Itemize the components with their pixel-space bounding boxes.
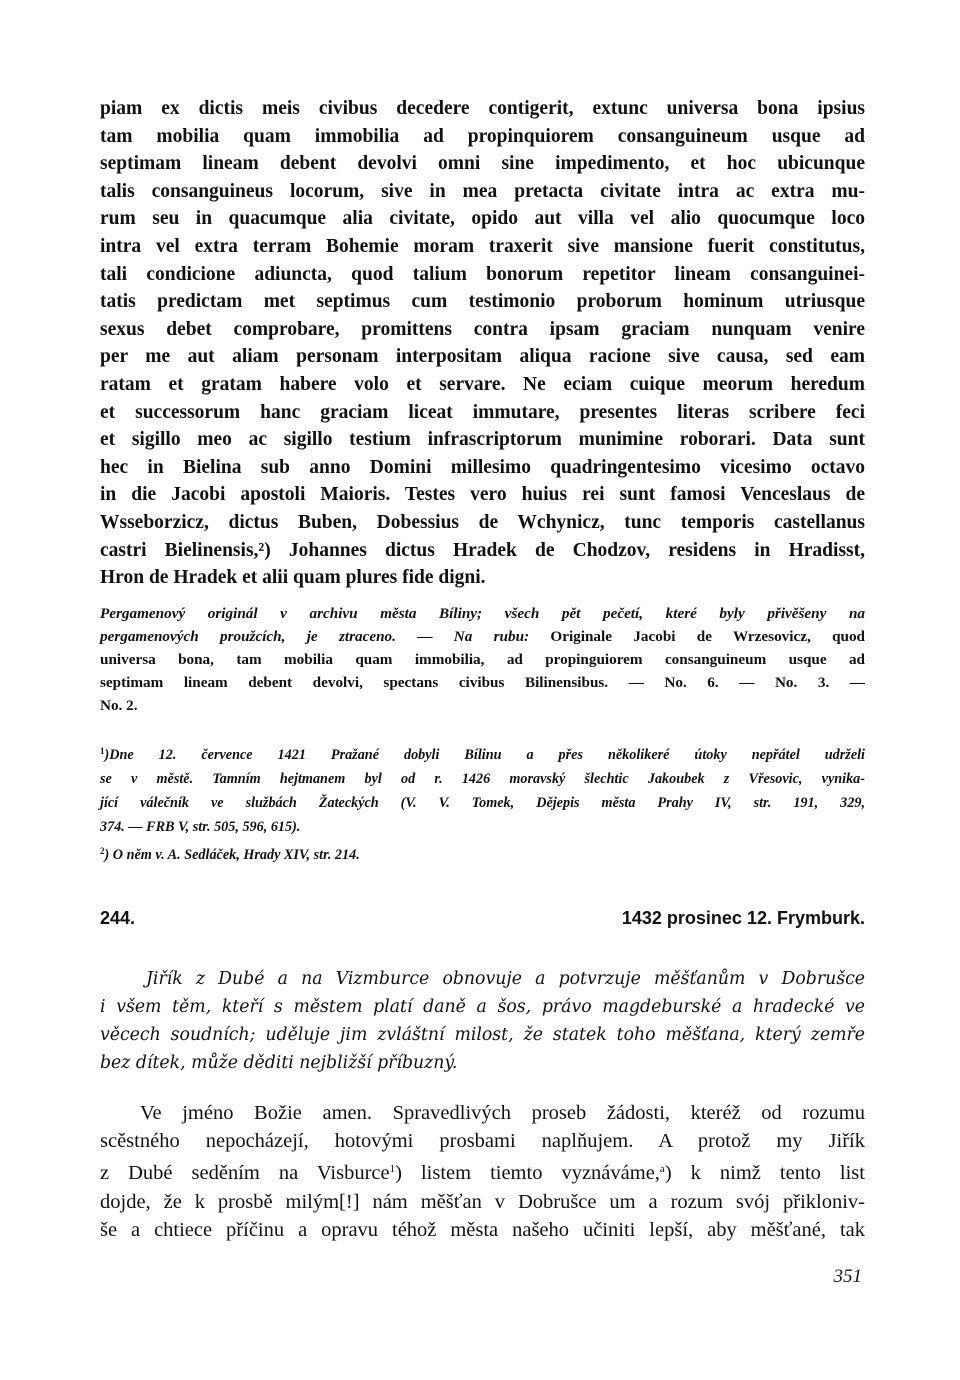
entry-number: 244.: [100, 908, 136, 928]
footnote-1-line: [100, 739, 865, 767]
latin-charter-text: [100, 95, 865, 592]
text-line: piam ex dictis meis civibus decedere contigerit, extunc universa bona ipsius: [100, 98, 865, 119]
text-line: Hron de Hradek et alii quam plures fide digni.: [100, 567, 486, 589]
text-line: scěstného nepocházejí, hotovými prosbami naplňujem. A protož my Jiřík: [100, 1130, 865, 1153]
textual-note-marker: a: [659, 1163, 665, 1176]
note-italic: pergamenových proužcích, je ztraceno.: [100, 628, 396, 645]
text-line: rum seu in quacumque alia civitate, opido aut villa vel alio quocumque loco: [100, 208, 865, 230]
text-line: castri Bielinensis,²) Johannes dictus Hradek de Chodzov, residens in Hradisst,: [100, 539, 865, 561]
note-line: [100, 625, 865, 648]
text-line: septimam lineam debent devolvi omni sine impedimento, et hoc ubicunque: [100, 153, 865, 175]
summary-line: věcech soudních; uděluje jim zvláštní milost, že statek toho měšťana, který zemře: [100, 1025, 865, 1045]
note-italic: Na rubu:: [453, 628, 530, 645]
footnote-marker: 1: [389, 1163, 396, 1176]
text-line: intra vel extra terram Bohemie moram traxerit sive mansione fuerit constitutus,: [100, 235, 865, 257]
text-line: in die Jacobi apostoli Maioris. Testes vero huius rei sunt famosi Venceslaus de: [100, 484, 865, 506]
text-line: [100, 1155, 865, 1187]
text-line: tam mobilia quam immobilia ad propinquiorem consanguineum usque ad: [100, 125, 865, 147]
summary-line: Jiřík z Dubé a na Vizmburce obnovuje a potvrzuje měšťanům v Dobrušce: [146, 969, 865, 989]
footnote-marker: 2: [100, 846, 105, 856]
note-text: Originale Jacobi de Wrzesovicz, quod: [529, 628, 865, 645]
text-line: Wsseborzicz, dictus Buben, Dobessius de Wchynicz, tunc temporis castellanus: [100, 511, 865, 533]
text-line: et sigillo meo ac sigillo testium infrascriptorum munimine roborari. Data sunt: [100, 429, 865, 451]
text-part: ) k nimž tento list: [664, 1162, 865, 1185]
text-line: et successorum hanc graciam liceat immutare, presentes literas scribere feci: [100, 401, 865, 423]
footnote-1-line: jící válečník ve službách Žateckých (V. V. Tomek, Dějepis města Prahy IV, str. 191, 329,: [100, 795, 865, 811]
entry-date-place: 1432 prosinec 12. Frymburk.: [621, 908, 865, 928]
text-line: ratam et gratam habere volo et servare. Ne eciam cuique meorum heredum: [100, 373, 865, 395]
footnote-1-line: 374. — FRB V, str. 505, 596, 615).: [100, 819, 301, 835]
note-line: No. 2.: [100, 697, 138, 714]
note-dash: —: [395, 628, 454, 645]
czech-charter-text: [100, 1099, 865, 1244]
footnotes: [100, 739, 865, 867]
text-line: dojde, že k prosbě milým[!] nám měšťan v Dobrušce um a rozum svój přikloniv-: [100, 1190, 865, 1213]
note-line: septimam lineam debent devolvi, spectans civibus Bilinensibus. — No. 6. — No. 3. —: [100, 674, 865, 691]
text-line: Ve jméno Božie amen. Spravedlivých proseb žádosti, kteréž od rozumu: [140, 1102, 865, 1124]
source-note: [100, 602, 865, 717]
text-line: tatis predictam met septimus cum testimonio proborum hominum utriusque: [100, 291, 865, 313]
footnote-text: )Dne 12. července 1421 Pražané dobyli Bílinu a přes několikeré útoky nepřátel udrželi: [104, 747, 865, 763]
entry-heading: [100, 908, 865, 938]
text-line: še a chtiece příčinu a opravu téhož města našeho učiniti lepší, aby měšťané, tak: [100, 1218, 865, 1241]
text-part: ) listem tiemto vyznáváme,: [395, 1162, 660, 1185]
footnote-marker: 1: [100, 746, 105, 756]
text-line: hec in Bielina sub anno Domini millesimo quadringentesimo vicesimo octavo: [100, 456, 865, 478]
page-number: 351: [833, 1266, 862, 1287]
summary-line: i všem těm, kteří s městem platí daně a šos, právo magdeburské a hradecké ve: [100, 997, 865, 1017]
text-line: per me aut aliam personam interpositam aliqua racione sive causa, sed eam: [100, 346, 865, 368]
text-part: z Dubé seděním na Visburce: [100, 1162, 390, 1185]
footnote-2-line: [100, 839, 865, 867]
summary-line: bez dítek, může děditi nejbližší příbuzný.: [100, 1053, 458, 1073]
entry-summary: [100, 965, 865, 1077]
note-line: universa bona, tam mobilia quam immobilia, ad propinguiorem consanguineum usque ad: [100, 651, 865, 668]
text-line: talis consanguineus locorum, sive in mea pretacta civitate intra ac extra mu-: [100, 180, 865, 202]
footnote-1-line: se v městě. Tamním hejtmanem byl od r. 1426 moravský šlechtic Jakoubek z Vřesovic, vynika-: [100, 771, 865, 787]
note-line: Pergamenový originál v archivu města Bíliny; všech pět pečetí, které byly přivěšeny na: [100, 605, 865, 622]
text-line: sexus debet comprobare, promittens contra ipsam graciam nunquam venire: [100, 318, 865, 340]
footnote-text: ) O něm v. A. Sedláček, Hrady XIV, str. 214.: [104, 847, 360, 863]
text-line: tali condicione adiuncta, quod talium bonorum repetitor lineam consanguinei-: [100, 263, 865, 285]
